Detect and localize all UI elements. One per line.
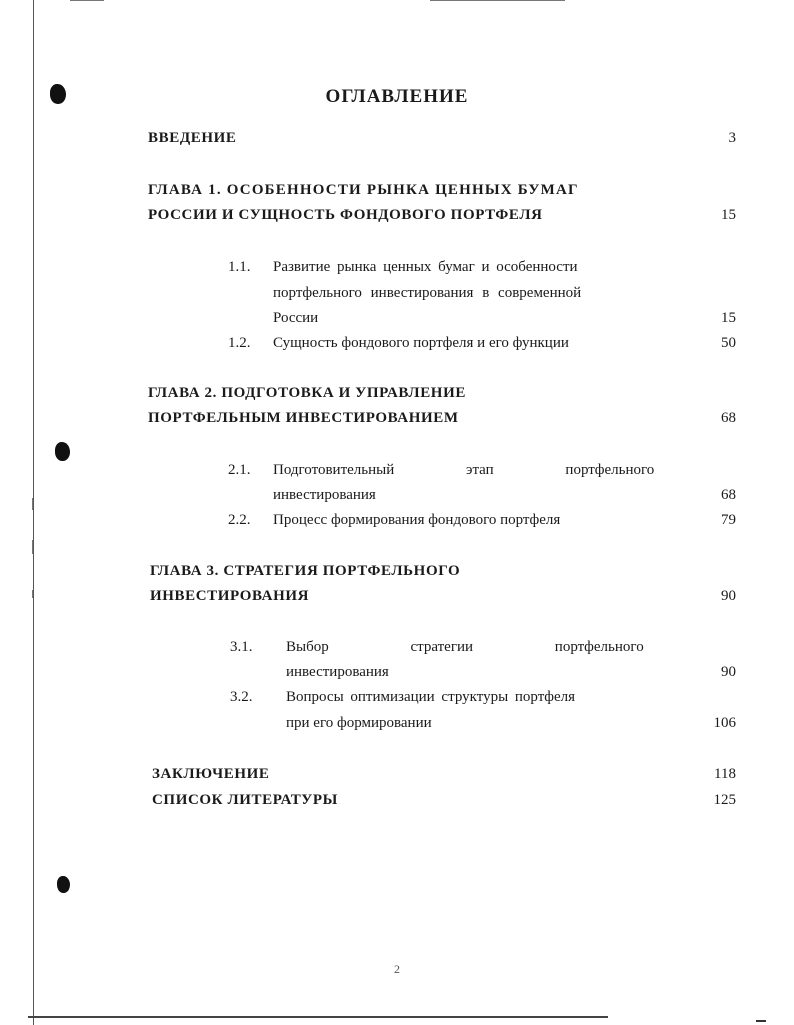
toc-section-3-2-number: 3.2.: [230, 689, 253, 705]
scan-bottom-rule: [756, 1020, 766, 1022]
punch-hole-mark: [55, 442, 70, 461]
toc-section-3-2-line1: Вопросы оптимизации структуры портфеля: [286, 689, 576, 705]
toc-chapter2-line1: ГЛАВА 2. ПОДГОТОВКА И УПРАВЛЕНИЕ: [148, 385, 466, 401]
scan-mark: [32, 540, 33, 554]
toc-section-2-2-number: 2.2.: [228, 512, 251, 528]
page-number: 2: [394, 962, 400, 976]
toc-intro-label: ВВЕДЕНИЕ: [148, 130, 237, 146]
toc-references-page: 125: [713, 792, 736, 808]
toc-section-3-2-line2: при его формировании: [286, 715, 432, 731]
toc-conclusion-page: 118: [714, 766, 736, 782]
toc-section-2-2-page: 79: [721, 512, 736, 528]
toc-chapter2-page: 68: [721, 410, 736, 426]
punch-hole-mark: [57, 876, 70, 893]
toc-chapter3-line2: ИНВЕСТИРОВАНИЯ: [150, 588, 310, 604]
toc-section-2-1-number: 2.1.: [228, 462, 251, 478]
toc-section-2-1-page: 68: [721, 487, 736, 503]
toc-section-1-1-page: 15: [721, 310, 736, 326]
toc-section-1-1-line1: Развитие рынка ценных бумаг и особенности: [273, 259, 578, 275]
toc-section-3-2-page: 106: [713, 715, 736, 731]
scan-mark: [32, 590, 33, 598]
toc-chapter3-line1: ГЛАВА 3. СТРАТЕГИЯ ПОРТФЕЛЬНОГО: [150, 563, 461, 579]
scan-mark: [32, 498, 33, 510]
toc-chapter1-line1: ГЛАВА 1. ОСОБЕННОСТИ РЫНКА ЦЕННЫХ БУМАГ: [148, 182, 579, 198]
toc-title: ОГЛАВЛЕНИЕ: [325, 86, 469, 107]
toc-chapter2-line2: ПОРТФЕЛЬНЫМ ИНВЕСТИРОВАНИЕМ: [148, 410, 459, 426]
toc-section-2-1-line1: Подготовительный этап портфельного: [273, 462, 655, 478]
scan-top-rule: [430, 0, 565, 1]
toc-section-3-1-line1: Выбор стратегии портфельного: [286, 639, 644, 655]
toc-section-1-2-page: 50: [721, 335, 736, 351]
scan-top-rule: [70, 0, 104, 1]
toc-intro-page: 3: [728, 130, 736, 146]
toc-section-3-1-page: 90: [721, 664, 736, 680]
toc-section-2-2-line1: Процесс формирования фондового портфеля: [273, 512, 561, 528]
toc-chapter1-line2: РОССИИ И СУЩНОСТЬ ФОНДОВОГО ПОРТФЕЛЯ: [148, 207, 543, 223]
toc-chapter1-page: 15: [721, 207, 736, 223]
toc-section-3-1-number: 3.1.: [230, 639, 253, 655]
toc-section-1-1-number: 1.1.: [228, 259, 251, 275]
toc-section-1-2-line1: Сущность фондового портфеля и его функции: [273, 335, 569, 351]
toc-conclusion-label: ЗАКЛЮЧЕНИЕ: [152, 766, 270, 782]
toc-chapter3-page: 90: [721, 588, 736, 604]
toc-section-1-1-line2: портфельного инвестирования в современной: [273, 285, 582, 301]
scan-margin-line: [33, 0, 34, 1025]
toc-section-1-1-line3: России: [273, 310, 319, 326]
toc-references-label: СПИСОК ЛИТЕРАТУРЫ: [152, 792, 339, 808]
scan-bottom-rule: [28, 1016, 608, 1018]
toc-section-3-1-line2: инвестирования: [286, 664, 389, 680]
toc-section-1-2-number: 1.2.: [228, 335, 251, 351]
toc-section-2-1-line2: инвестирования: [273, 487, 376, 503]
